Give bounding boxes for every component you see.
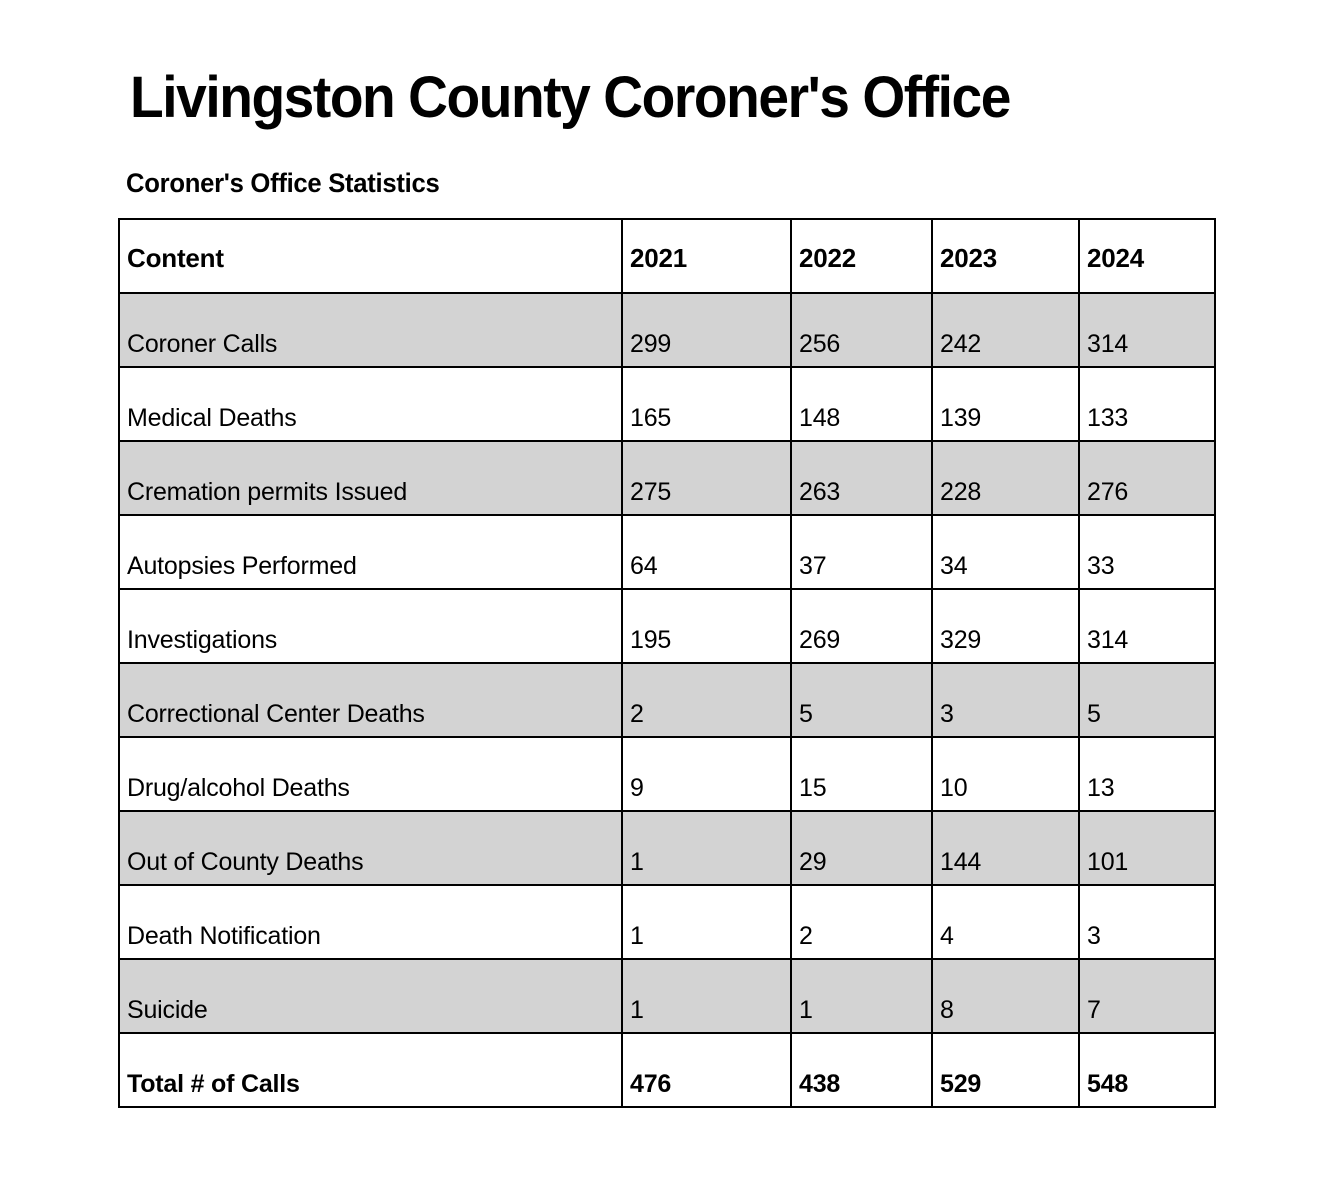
value-cell: 3 bbox=[1079, 885, 1215, 959]
row-label-cell: Autopsies Performed bbox=[119, 515, 622, 589]
value-cell: 13 bbox=[1079, 737, 1215, 811]
table-row bbox=[119, 441, 1215, 515]
value-cell: 10 bbox=[932, 737, 1079, 811]
value-cell: 8 bbox=[932, 959, 1079, 1033]
value-cell: 242 bbox=[932, 293, 1079, 367]
value-cell: 269 bbox=[791, 589, 932, 663]
value-cell: 144 bbox=[932, 811, 1079, 885]
section-subtitle: Coroner's Office Statistics bbox=[126, 168, 440, 198]
value-cell: 64 bbox=[622, 515, 791, 589]
table-row bbox=[119, 663, 1215, 737]
column-header-2023: 2023 bbox=[932, 219, 1079, 293]
value-cell: 101 bbox=[1079, 811, 1215, 885]
value-cell: 1 bbox=[622, 811, 791, 885]
value-cell: 263 bbox=[791, 441, 932, 515]
value-cell: 275 bbox=[622, 441, 791, 515]
table-row bbox=[119, 367, 1215, 441]
table-row bbox=[119, 885, 1215, 959]
table-row bbox=[119, 589, 1215, 663]
value-cell: 1 bbox=[622, 959, 791, 1033]
value-cell: 133 bbox=[1079, 367, 1215, 441]
value-cell: 9 bbox=[622, 737, 791, 811]
value-cell: 33 bbox=[1079, 515, 1215, 589]
value-cell: 5 bbox=[791, 663, 932, 737]
value-cell: 4 bbox=[932, 885, 1079, 959]
value-cell: 7 bbox=[1079, 959, 1215, 1033]
table-row bbox=[119, 737, 1215, 811]
table-row bbox=[119, 293, 1215, 367]
row-label-cell: Correctional Center Deaths bbox=[119, 663, 622, 737]
value-cell: 37 bbox=[791, 515, 932, 589]
row-label-cell: Death Notification bbox=[119, 885, 622, 959]
value-cell: 15 bbox=[791, 737, 932, 811]
value-cell: 476 bbox=[622, 1033, 791, 1107]
table-header-row bbox=[119, 219, 1215, 293]
row-label-cell: Cremation permits Issued bbox=[119, 441, 622, 515]
value-cell: 165 bbox=[622, 367, 791, 441]
row-label-cell: Suicide bbox=[119, 959, 622, 1033]
value-cell: 299 bbox=[622, 293, 791, 367]
row-label-cell: Medical Deaths bbox=[119, 367, 622, 441]
value-cell: 314 bbox=[1079, 589, 1215, 663]
value-cell: 228 bbox=[932, 441, 1079, 515]
column-header-2021: 2021 bbox=[622, 219, 791, 293]
value-cell: 1 bbox=[622, 885, 791, 959]
value-cell: 5 bbox=[1079, 663, 1215, 737]
column-header-2022: 2022 bbox=[791, 219, 932, 293]
table-row bbox=[119, 959, 1215, 1033]
value-cell: 256 bbox=[791, 293, 932, 367]
value-cell: 29 bbox=[791, 811, 932, 885]
value-cell: 314 bbox=[1079, 293, 1215, 367]
value-cell: 438 bbox=[791, 1033, 932, 1107]
value-cell: 2 bbox=[622, 663, 791, 737]
value-cell: 34 bbox=[932, 515, 1079, 589]
column-header-2024: 2024 bbox=[1079, 219, 1215, 293]
table-row bbox=[119, 811, 1215, 885]
value-cell: 139 bbox=[932, 367, 1079, 441]
value-cell: 529 bbox=[932, 1033, 1079, 1107]
table-row bbox=[119, 515, 1215, 589]
value-cell: 2 bbox=[791, 885, 932, 959]
value-cell: 3 bbox=[932, 663, 1079, 737]
row-label-cell: Out of County Deaths bbox=[119, 811, 622, 885]
page-title: Livingston County Coroner's Office bbox=[130, 65, 1010, 130]
table-row bbox=[119, 1033, 1215, 1107]
row-label-cell: Drug/alcohol Deaths bbox=[119, 737, 622, 811]
value-cell: 329 bbox=[932, 589, 1079, 663]
value-cell: 148 bbox=[791, 367, 932, 441]
row-label-cell: Coroner Calls bbox=[119, 293, 622, 367]
value-cell: 276 bbox=[1079, 441, 1215, 515]
column-header-content: Content bbox=[119, 219, 622, 293]
value-cell: 548 bbox=[1079, 1033, 1215, 1107]
value-cell: 195 bbox=[622, 589, 791, 663]
row-label-cell: Total # of Calls bbox=[119, 1033, 622, 1107]
row-label-cell: Investigations bbox=[119, 589, 622, 663]
value-cell: 1 bbox=[791, 959, 932, 1033]
statistics-table bbox=[118, 218, 1216, 1108]
